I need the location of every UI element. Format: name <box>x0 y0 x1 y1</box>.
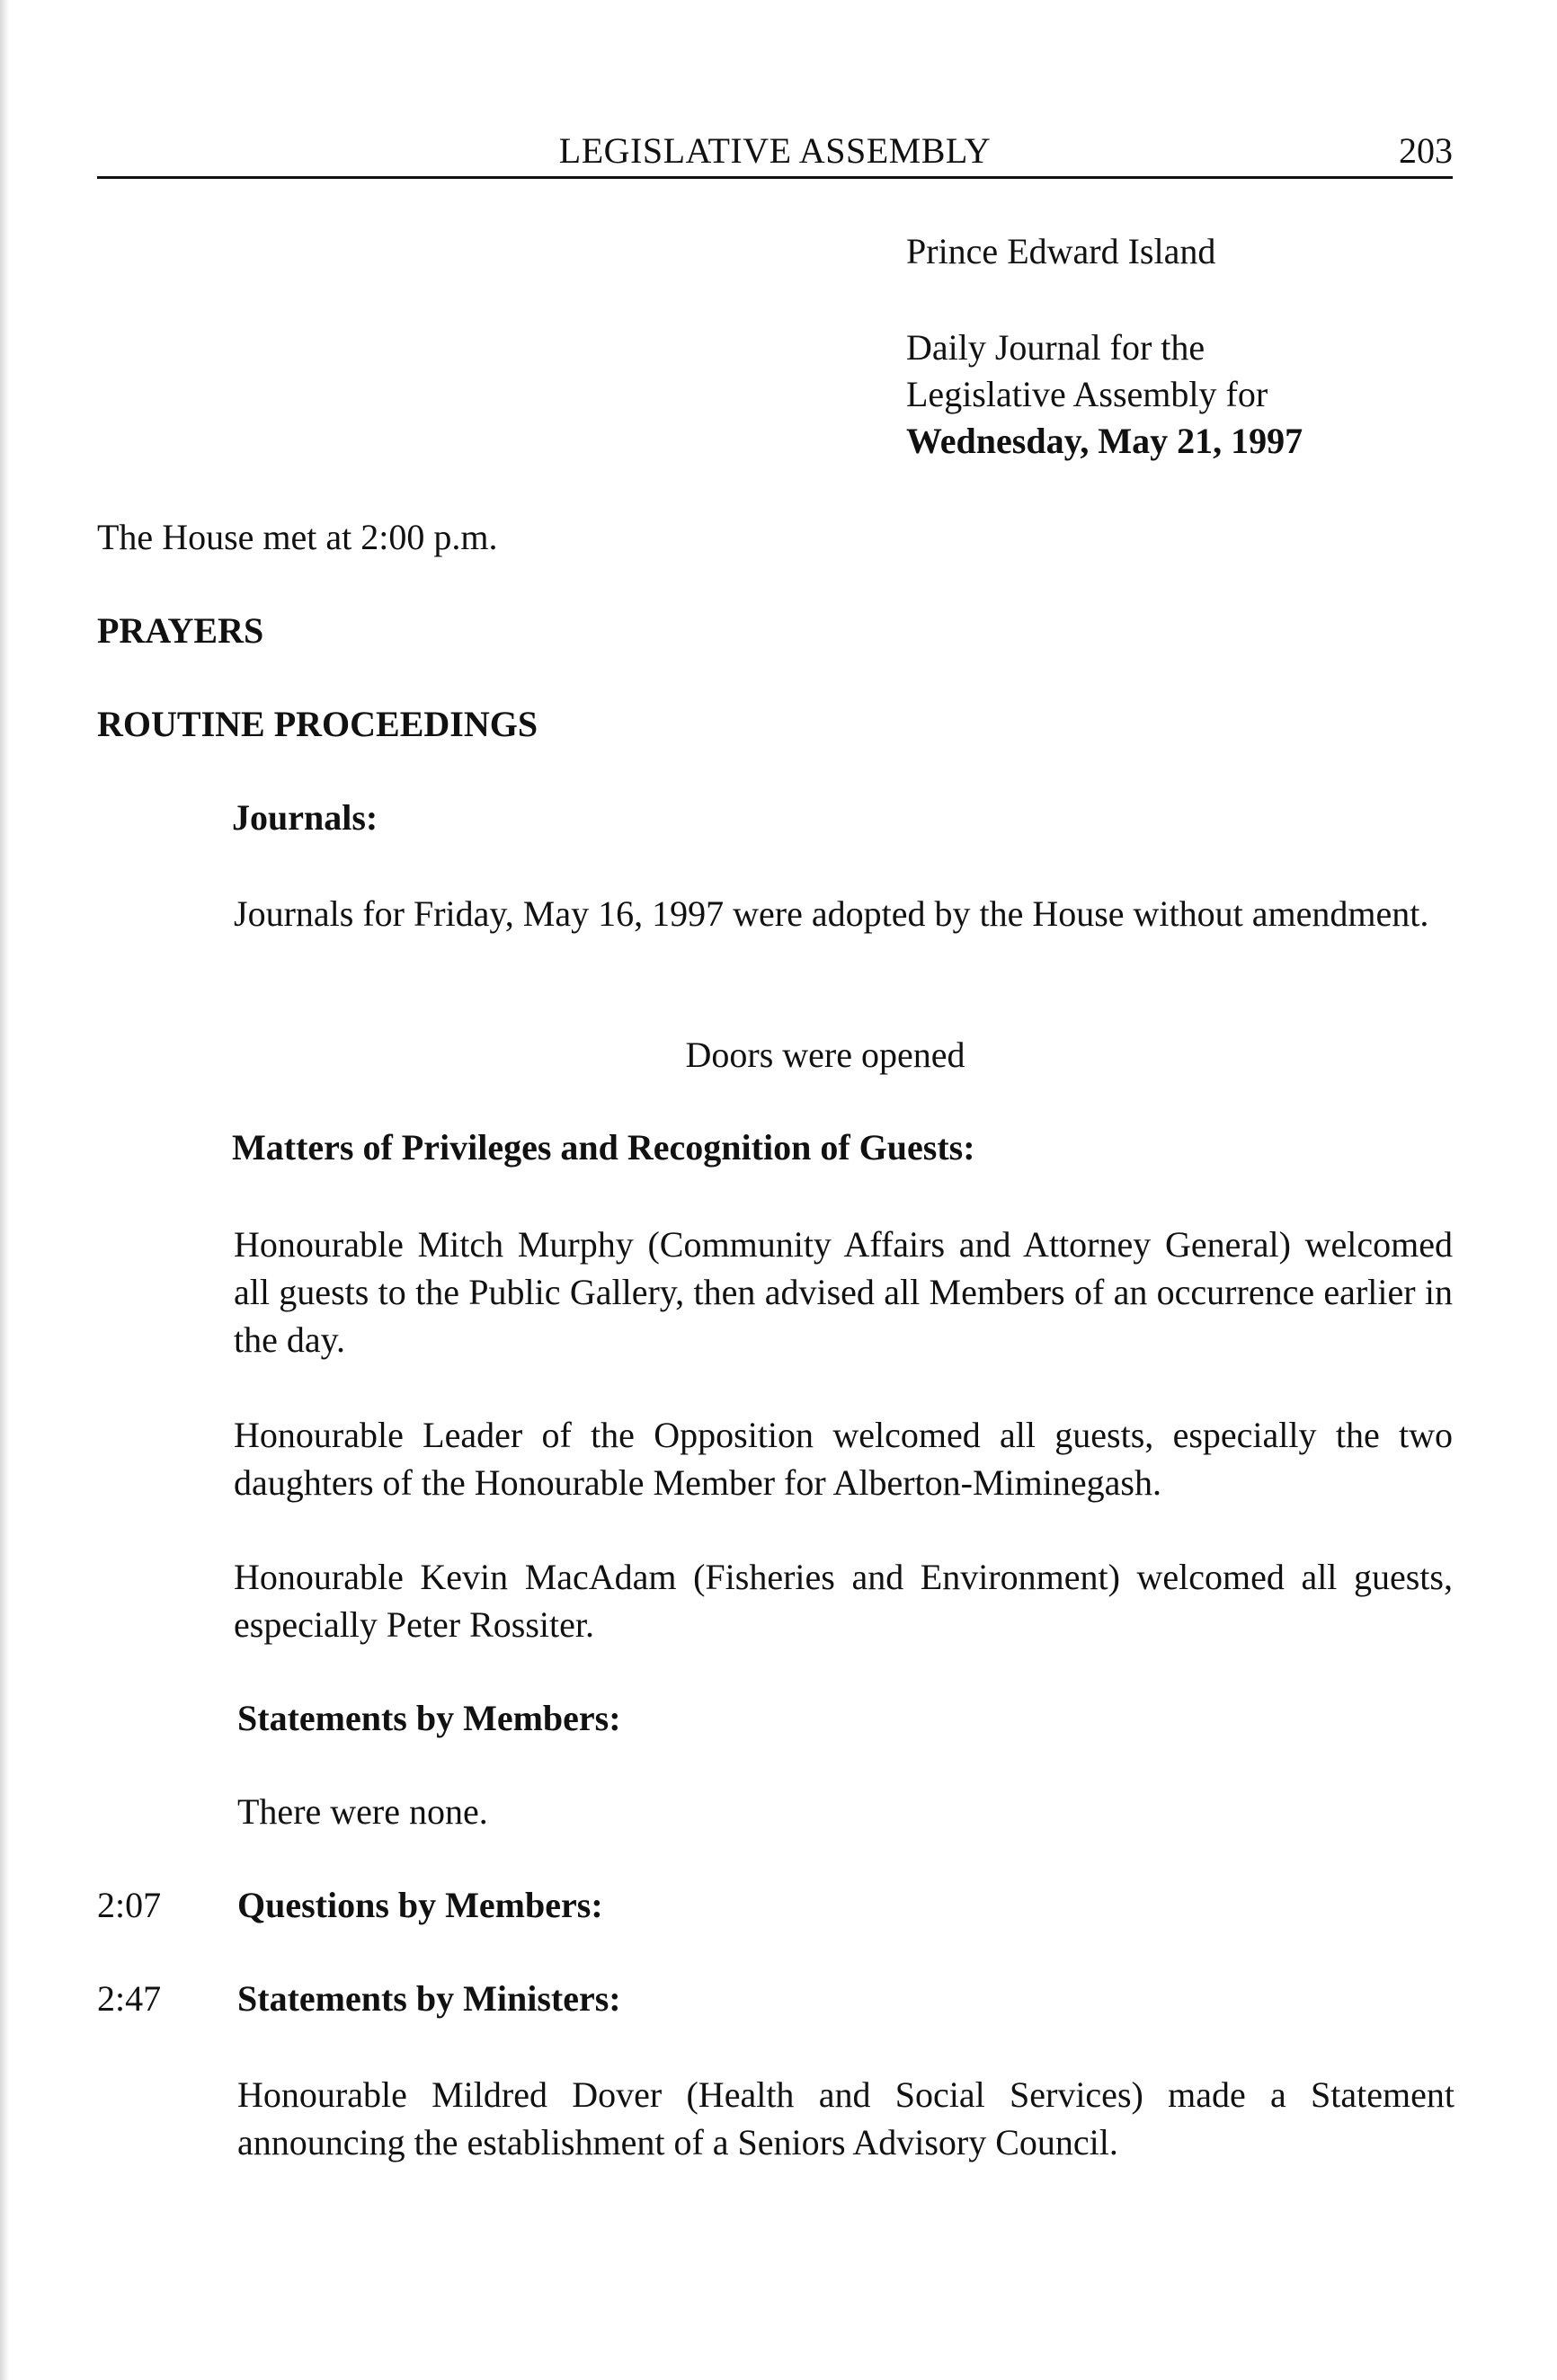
prayers-heading: PRAYERS <box>97 610 264 651</box>
ministers-statement-paragraph: Honourable Mildred Dover (Health and Social Services) made a Statement announcing the establishment of a Seniors Advisory Council. <box>237 2074 1455 2162</box>
header-title: LEGISLATIVE ASSEMBLY <box>558 130 992 171</box>
questions-heading: Questions by Members: <box>237 1885 603 1925</box>
privileges-paragraph-murphy: Honourable Mitch Murphy (Community Affairs and Attorney General) welcomed all guests to the Public Gallery, then advised all Members of an occurrence earlier in the day. <box>234 1224 1453 1360</box>
journal-title-line-2: Legislative Assembly for <box>906 374 1268 414</box>
page-edge-shadow <box>0 0 9 2380</box>
page-number: 203 <box>1399 130 1453 171</box>
statements-by-ministers-heading: Statements by Ministers: <box>237 1978 621 2019</box>
doors-opened-note: Doors were opened <box>685 1035 965 1075</box>
questions-time: 2:07 <box>97 1885 162 1925</box>
journals-paragraph: Journals for Friday, May 16, 1997 were adopted by the House without amendment. <box>234 893 1429 934</box>
journal-title-line-1: Daily Journal for the <box>906 327 1206 368</box>
province-name: Prince Edward Island <box>906 231 1216 271</box>
house-met-time: The House met at 2:00 p.m. <box>97 517 498 557</box>
routine-proceedings-heading: ROUTINE PROCEEDINGS <box>97 704 538 744</box>
journal-date: Wednesday, May 21, 1997 <box>906 421 1303 461</box>
statements-by-members-text: There were none. <box>237 1791 488 1832</box>
privileges-paragraph-opposition: Honourable Leader of the Opposition welcomed all guests, especially the two daughters of the Honourable Member for Alberton-Miminegash. <box>234 1415 1453 1503</box>
privileges-heading: Matters of Privileges and Recognition of Guests: <box>232 1127 975 1168</box>
ministers-time: 2:47 <box>97 1978 162 2019</box>
journals-heading: Journals: <box>232 797 378 838</box>
running-header <box>97 126 1453 179</box>
statements-by-members-heading: Statements by Members: <box>237 1698 621 1738</box>
privileges-paragraph-macadam: Honourable Kevin MacAdam (Fisheries and Environment) welcomed all guests, especially Peter Rossiter. <box>234 1557 1453 1645</box>
